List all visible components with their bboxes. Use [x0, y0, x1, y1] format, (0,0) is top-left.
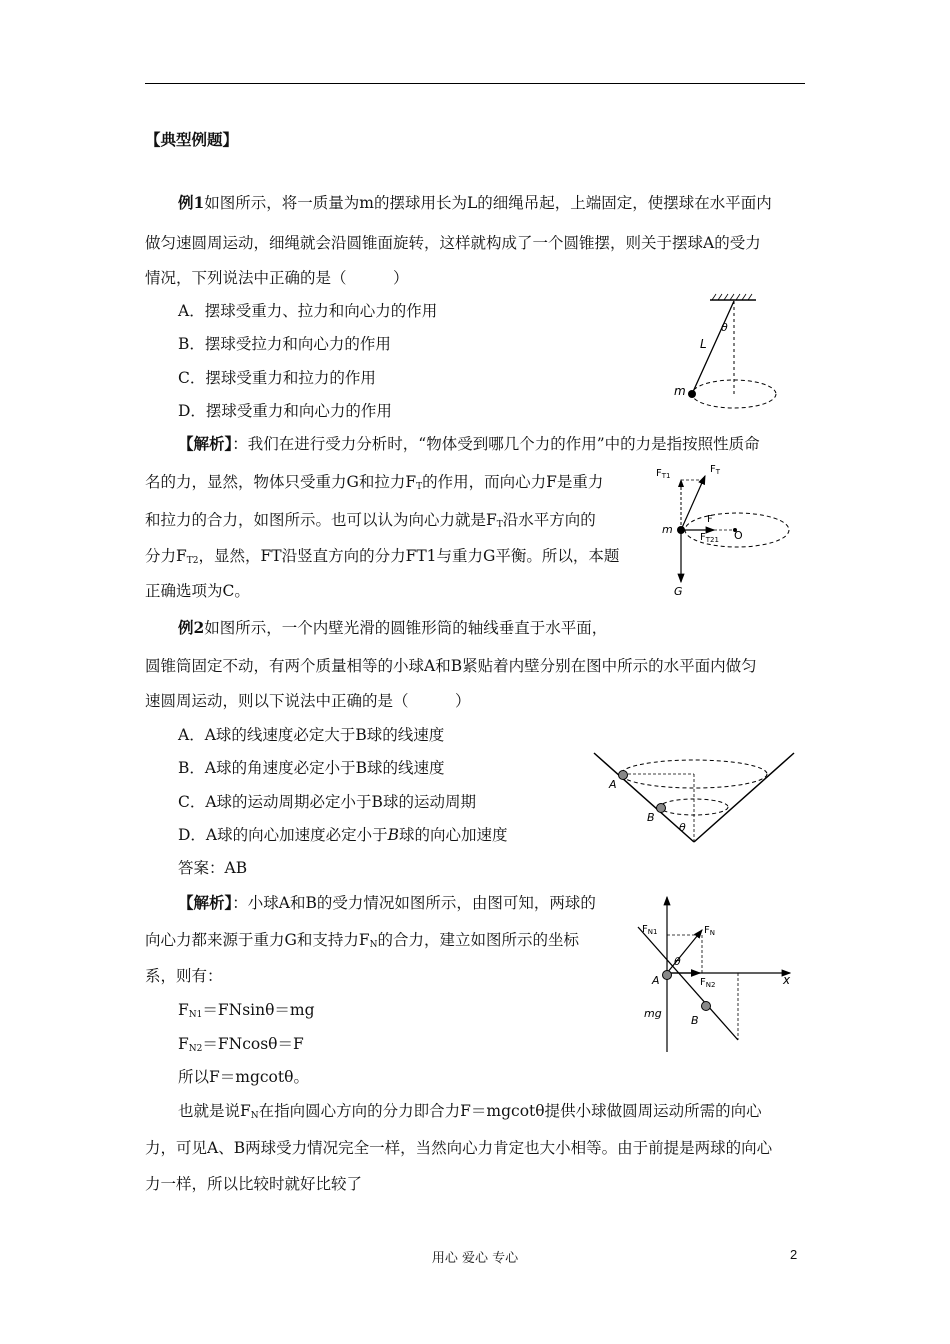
- ball-a: [663, 971, 672, 980]
- ft-label: $F_T$: [710, 464, 721, 476]
- ball: [677, 526, 685, 534]
- sol1-line4: 分力$F_{T2}$，显然，FT沿竖直方向的分力FT1与重力G平衡。所以，本题: [145, 547, 620, 566]
- sol1-line3: 和拉力的合力，如图所示。也可以认为向心力就是$F_T$沿水平方向的: [145, 511, 596, 530]
- page-number: 2: [790, 1247, 798, 1262]
- fn-vector: [667, 930, 702, 973]
- b-label: B: [647, 811, 655, 824]
- ceiling-hatch: [712, 294, 752, 300]
- x-label: x: [783, 973, 791, 987]
- sol1-force-figure: [650, 460, 800, 600]
- pendulum-ball: [688, 390, 696, 398]
- sol2-force-figure: [630, 885, 805, 1055]
- L-label: L: [700, 337, 707, 351]
- theta-label: θ: [721, 321, 728, 334]
- ex2-line3: 速圆周运动，则以下说法中正确的是（ ）: [145, 692, 471, 710]
- o-label: O: [734, 529, 743, 542]
- fn1-label: $F_{N1}$: [642, 924, 658, 936]
- sol2-eq3: 所以F＝mgcotθ。: [178, 1068, 309, 1086]
- ft2-label: $F_{T21}$: [700, 532, 719, 544]
- a-label: A: [652, 974, 660, 987]
- ex2-option-c: C．A球的运动周期必定小于B球的运动周期: [178, 793, 476, 811]
- sol1-label: 【解析】: [178, 434, 233, 453]
- ex2-cone-figure: [590, 745, 800, 850]
- ft1-label: $F_{T1}$: [656, 468, 671, 480]
- ex1-conical-pendulum-figure: [660, 290, 800, 415]
- b-label: B: [691, 1014, 699, 1027]
- ex2-line1: 例2如图所示，一个内壁光滑的圆锥形筒的轴线垂直于水平面，: [178, 618, 608, 637]
- m-label: m: [674, 384, 686, 398]
- sol1-line5: 正确选项为C。: [145, 582, 250, 600]
- f-label: F: [707, 514, 713, 525]
- ex1-line2: 做匀速圆周运动，细绳就会沿圆锥面旋转，这样就构成了一个圆锥摆，则关于摆球A的受力: [145, 234, 761, 252]
- ex1-option-c: C．摆球受重力和拉力的作用: [178, 369, 376, 387]
- sol2-eq2: $F_{N2}=FNcos\theta=F$: [178, 1035, 304, 1054]
- mg-label: mg: [644, 1007, 662, 1020]
- ball-b: [657, 804, 666, 813]
- sol2-line3: 系，则有：: [145, 967, 223, 985]
- ex1-label: 例1: [178, 193, 205, 212]
- ex2-option-a: A．A球的线速度必定大于B球的线速度: [178, 726, 445, 744]
- sol2-label: 【解析】: [178, 893, 233, 912]
- sol2-para-line3: 力一样，所以比较时就好比较了: [145, 1175, 363, 1193]
- sol1-line2: 名的力，显然，物体只受重力G和拉力$F_T$的作用，而向心力F是重力: [145, 473, 604, 492]
- sol2-para-line1: 也就是说$F_N$在指向圆心方向的分力即合力F＝mgcotθ提供小球做圆周运动所需的向心: [178, 1102, 762, 1121]
- sol2-para-line2: 力，可见A、B两球受力情况完全一样，当然向心力肯定也大小相等。由于前提是两球的向心: [145, 1139, 773, 1157]
- section-title: 【典型例题】: [145, 130, 239, 149]
- ex2-line2: 圆锥筒固定不动，有两个质量相等的小球A和B紧贴着内壁分别在图中所示的水平面内做匀: [145, 657, 757, 675]
- theta-label: θ: [674, 955, 681, 968]
- ex1-option-d: D．摆球受重力和向心力的作用: [178, 402, 392, 420]
- a-label: A: [609, 778, 617, 791]
- ball-a: [619, 771, 628, 780]
- sol2-line1: 【解析】：小球A和B的受力情况如图所示，由图可知，两球的: [178, 893, 596, 912]
- sol2-line2: 向心力都来源于重力G和支持力$F_N$的合力，建立如图所示的坐标: [145, 931, 580, 950]
- header-rule: [145, 83, 805, 84]
- ex1-option-b: B．摆球受拉力和向心力的作用: [178, 335, 391, 353]
- m-label: m: [662, 523, 673, 536]
- ball-b: [702, 1002, 711, 1011]
- ex2-option-b: B．A球的角速度必定小于B球的线速度: [178, 759, 445, 777]
- cone-right-wall: [694, 753, 794, 842]
- ex2-answer: 答案：AB: [178, 859, 248, 877]
- footer-text: 用心 爱心 专心: [431, 1251, 519, 1266]
- sol2-eq1: $F_{N1}=FNsin\theta=mg$: [178, 1001, 315, 1020]
- ex2-option-d: D．A球的向心加速度必定小于B球的向心加速度: [178, 826, 508, 844]
- g-label: G: [674, 585, 683, 598]
- fn2-label: $F_{N2}$: [700, 977, 716, 989]
- theta-label: θ: [679, 821, 686, 834]
- ex1-line1: 例1如图所示，将一质量为m的摆球用长为L的细绳吊起，上端固定，使摆球在水平面内: [178, 193, 772, 212]
- ex1-option-a: A．摆球受重力、拉力和向心力的作用: [178, 302, 438, 320]
- sol1-line1: 【解析】：我们在进行受力分析时，“物体受到哪几个力的作用”中的力是指按照性质命: [178, 434, 760, 453]
- fn-label: $F_N$: [704, 925, 716, 937]
- tension-vector: [681, 476, 705, 530]
- ex2-label: 例2: [178, 618, 205, 637]
- ex1-line3: 情况，下列说法中正确的是（ ）: [145, 269, 409, 287]
